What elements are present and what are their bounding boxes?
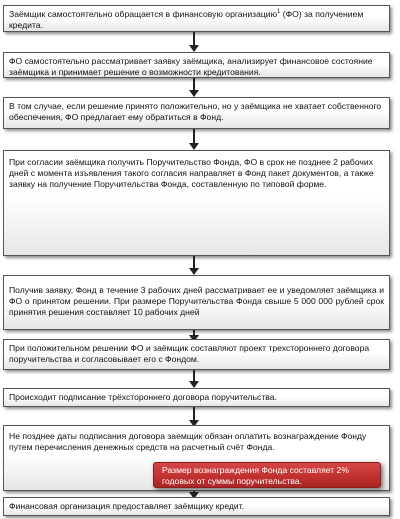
- step-3-text: В том случае, если решение принято положительно, но у заёмщика не хватает собственного обеспечения, ФО предлагает ему обратиться в Фонд.: [9, 101, 382, 122]
- flow-arrow: [193, 78, 195, 90]
- flow-arrow: [193, 256, 195, 268]
- flow-arrow: [193, 491, 195, 492]
- flow-step-6: [3, 339, 390, 370]
- flow-arrow: [193, 330, 195, 335]
- flow-step-3: [3, 97, 390, 129]
- flow-arrow: [193, 407, 195, 420]
- fee-note-text: Размер вознаграждения Фонда составляет 2% годовых от суммы поручительства.: [162, 465, 349, 486]
- flow-step-4: [3, 150, 390, 256]
- fee-note-callout: [153, 462, 381, 488]
- step-6-text: При положительном решении ФО и заёмщик составляют проект трехстороннего договора поручительства и согласовывает его с Фондом.: [9, 343, 370, 364]
- flow-arrow: [193, 129, 195, 143]
- flow-arrow: [193, 370, 195, 381]
- step-8-text: Не позднее даты подписания договора заемщик обязан оплатить вознаграждение Фонду путем перечисления денежных средств на расчетный счёт Фонда.: [9, 431, 367, 452]
- step-2-text: ФО самостоятельно рассматривает заявку заёмщика, анализирует финансовое состояние заёмщика и принимает решение о возможности кредитования.: [9, 56, 373, 77]
- step-5-text: Получив заявку, Фонд в течение 3 рабочих дней рассматривает ее и уведомляет заёмщика и ФО о принятом решении. При размере Поручительства Фонда свыше 5 000 000 рублей срок принятия решения составляет 10 рабочих дней: [9, 285, 384, 317]
- step-9-text: Финансовая организация предоставляет заёмщику кредит.: [9, 501, 245, 511]
- flow-step-1: [3, 5, 390, 32]
- step-7-text: Происходит подписание трёхстороннего договора поручительства.: [9, 392, 277, 402]
- flow-step-9: [3, 497, 390, 516]
- step-1-text: Заёмщик самостоятельно обращается в финансовую организацию$^1$ (ФО) за получением кредита.: [9, 9, 364, 30]
- flow-step-5: [3, 275, 390, 330]
- flow-arrow: [193, 32, 195, 45]
- flow-step-7: [3, 388, 390, 407]
- flow-step-2: [3, 52, 390, 78]
- footnote-marker: 1: [277, 9, 281, 16]
- step-4-text: При согласии заёмщика получить Поручительство Фонда, ФО в срок не позднее 2 рабочих дней с момента изъявления такого согласия направляет в Фонд пакет документов, а также заявку на получение Поручительства Фонда, составленную по типовой форме.: [9, 157, 374, 189]
